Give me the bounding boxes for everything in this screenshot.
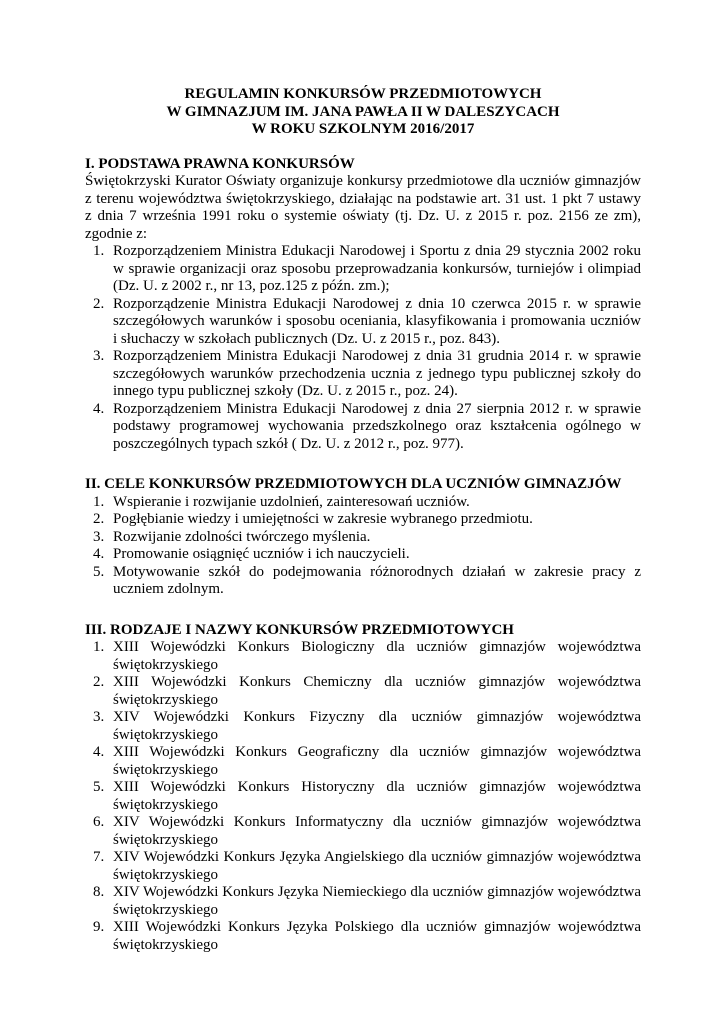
list-item-number: 9.	[93, 919, 105, 935]
list-item	[85, 849, 641, 884]
list-item-text: Promowanie osiągnięć uczniów i ich nauczycieli.	[113, 546, 410, 562]
spacer	[85, 599, 641, 622]
list-item-text: Motywowanie szkół do podejmowania różnorodnych działań w zakresie pracy z uczniem zdolnym.	[113, 563, 641, 597]
list-item-text: Wspieranie i rozwijanie uzdolnień, zainteresowań uczniów.	[113, 493, 470, 510]
list-item-text: XIV Wojewódzki Konkurs Informatyczny dla uczniów gimnazjów województwa świętokrzyskiego	[113, 814, 641, 848]
list-item-number: 6.	[93, 814, 105, 830]
section-3-list	[85, 639, 641, 954]
list-item-number: 1.	[93, 243, 105, 259]
list-item	[85, 744, 641, 779]
list-item	[85, 919, 641, 954]
document-title-line-1: REGULAMIN KONKURSÓW PRZEDMIOTOWYCH	[184, 86, 542, 102]
list-item-number: 1.	[93, 639, 105, 655]
section-2-list	[85, 494, 641, 599]
list-item	[85, 296, 641, 349]
list-item-number: 8.	[93, 884, 105, 900]
list-item	[85, 779, 641, 814]
list-item-number: 4.	[93, 400, 105, 417]
list-item	[85, 243, 641, 296]
list-item	[85, 884, 641, 919]
section-3-heading: III. RODZAJE I NAZWY KONKURSÓW PRZEDMIOTOWYCH	[85, 621, 514, 638]
list-item-text: Rozporządzeniem Ministra Edukacji Narodowej i Sportu z dnia 29 stycznia 2002 roku w sprawie organizacji oraz sposobu przeprowadzania konkursów, turniejów i olimpiad (Dz. U. z 2002 r., nr 13, poz.125 z późn. zm.);	[113, 243, 641, 294]
list-item-text: XIII Wojewódzki Konkurs Języka Polskiego dla uczniów gimnazjów województwa świętokrzyskiego	[113, 919, 641, 953]
list-item-text: XIII Wojewódzki Konkurs Biologiczny dla uczniów gimnazjów województwa świętokrzyskiego	[113, 639, 641, 673]
list-item	[85, 529, 641, 547]
list-item	[85, 546, 641, 564]
list-item-text: XIV Wojewódzki Konkurs Języka Niemieckiego dla uczniów gimnazjów województwa świętokrzyskiego	[113, 884, 641, 918]
list-item-number: 2.	[93, 674, 105, 690]
list-item-text: Rozporządzenie Ministra Edukacji Narodowej z dnia 10 czerwca 2015 r. w sprawie szczegółowych warunków i sposobu oceniania, klasyfikowania i promowania uczniów i słuchaczy w szkołach publicznych (Dz. U. z 2015 r., poz. 843).	[113, 295, 641, 347]
list-item	[85, 511, 641, 529]
list-item	[85, 639, 641, 674]
spacer	[85, 139, 641, 156]
document-title	[85, 86, 641, 139]
list-item	[85, 348, 641, 401]
list-item-number: 5.	[93, 563, 105, 580]
list-item-number: 3.	[93, 709, 105, 725]
list-item-text: Rozporządzeniem Ministra Edukacji Narodowej z dnia 27 sierpnia 2012 r. w sprawie podstawy programowej wychowania przedszkolnego oraz kształcenia ogólnego w poszczególnych typach szkół ( Dz. U. z 2012 r., poz. 977).	[113, 400, 641, 452]
list-item-number: 2.	[93, 511, 105, 527]
list-item-text: Rozporządzeniem Ministra Edukacji Narodowej z dnia 31 grudnia 2014 r. w sprawie szczegółowych warunków przechodzenia ucznia z jednego typu publicznej szkoły do innego typu publicznej szkoły (Dz. U. z 2015 r., poz. 24).	[113, 348, 641, 399]
list-item-number: 3.	[93, 528, 105, 545]
list-item	[85, 401, 641, 454]
list-item	[85, 564, 641, 599]
list-item-text: XIV Wojewódzki Konkurs Fizyczny dla uczniów gimnazjów województwa świętokrzyskiego	[113, 709, 641, 743]
list-item-text: XIII Wojewódzki Konkurs Geograficzny dla uczniów gimnazjów województwa świętokrzyskiego	[113, 744, 641, 778]
list-item-text: XIII Wojewódzki Konkurs Historyczny dla uczniów gimnazjów województwa świętokrzyskiego	[113, 779, 641, 813]
document-title-line-2: W GIMNAZJUM IM. JANA PAWŁA II W DALESZYCACH	[166, 103, 560, 120]
document-title-line-3: W ROKU SZKOLNYM 2016/2017	[251, 121, 475, 137]
list-item-text: Pogłębianie wiedzy i umiejętności w zakresie wybranego przedmiotu.	[113, 511, 533, 527]
list-item	[85, 494, 641, 512]
list-item-text: XIV Wojewódzki Konkurs Języka Angielskiego dla uczniów gimnazjów województwa świętokrzyskiego	[113, 849, 641, 883]
section-1-intro: Świętokrzyski Kurator Oświaty organizuje konkursy przedmiotowe dla uczniów gimnazjów z terenu województwa świętokrzyskiego, działając na podstawie art. 31 ust. 1 pkt 7 ustawy z dnia 7 września 1991 roku o systemie oświaty (tj. Dz. U. z 2015 r. poz. 2156 ze zm), zgodnie z:	[85, 173, 641, 242]
list-item-number: 2.	[93, 295, 105, 312]
section-1-list	[85, 243, 641, 453]
list-item	[85, 674, 641, 709]
list-item	[85, 709, 641, 744]
list-item-number: 4.	[93, 546, 105, 562]
list-item-number: 7.	[93, 849, 105, 865]
list-item-number: 1.	[93, 493, 105, 510]
list-item	[85, 814, 641, 849]
list-item-text: XIII Wojewódzki Konkurs Chemiczny dla uczniów gimnazjów województwa świętokrzyskiego	[113, 674, 641, 708]
section-2-heading: II. CELE KONKURSÓW PRZEDMIOTOWYCH DLA UCZNIÓW GIMNAZJÓW	[85, 476, 622, 492]
list-item-number: 4.	[93, 744, 105, 760]
section-1-heading: I. PODSTAWA PRAWNA KONKURSÓW	[85, 155, 355, 172]
list-item-number: 5.	[93, 779, 105, 795]
list-item-number: 3.	[93, 348, 105, 364]
list-item-text: Rozwijanie zdolności twórczego myślenia.	[113, 528, 371, 545]
spacer	[85, 453, 641, 476]
